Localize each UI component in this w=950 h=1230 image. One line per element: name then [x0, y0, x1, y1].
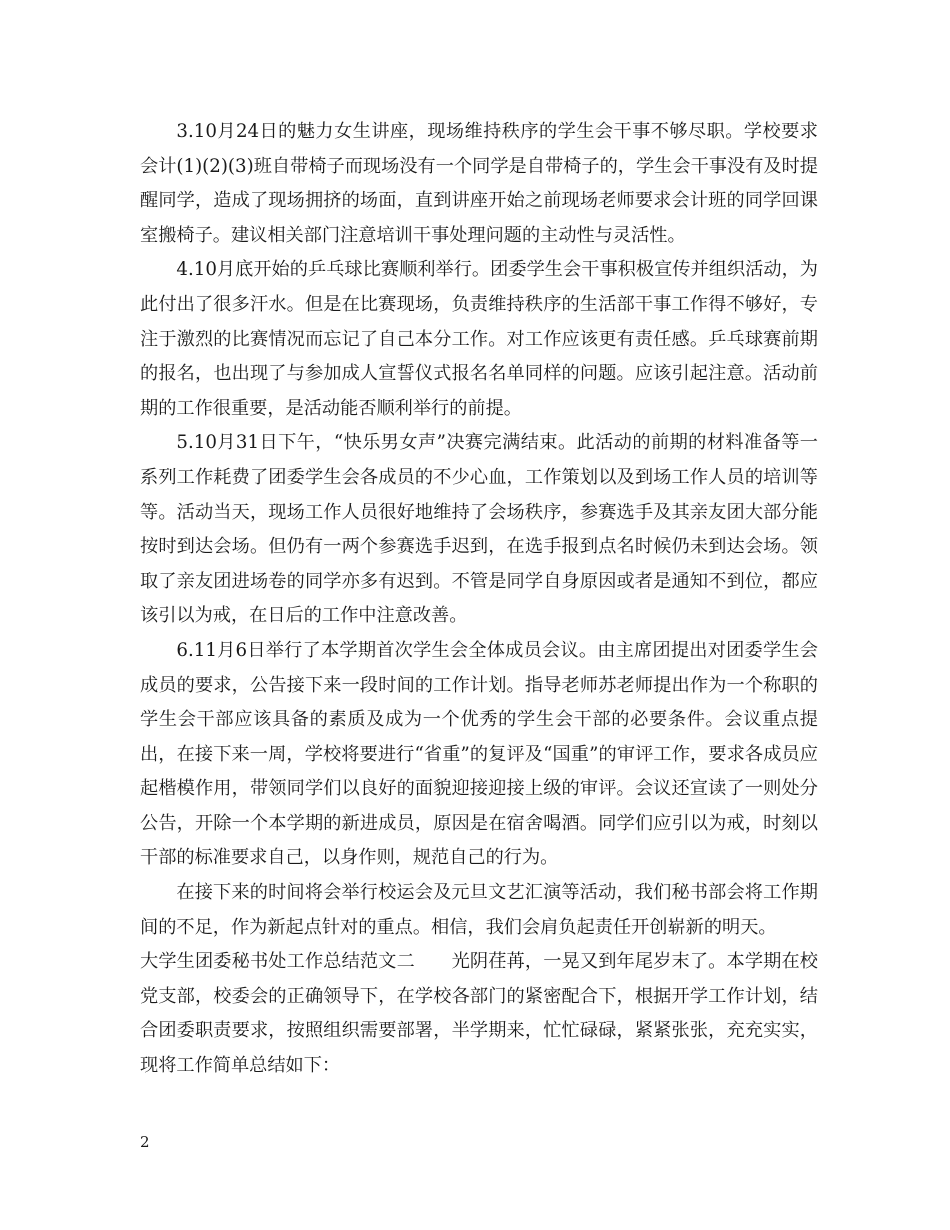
- paragraph-item-5: 5.10月31日下午，“快乐男女声”决赛完满结束。此活动的前期的材料准备等一系列工作耗费了团委学生会各成员的不少心血，工作策划以及到场工作人员的培训等等。活动当天，现场工作人员很好地维持了会场秩序，参赛选手及其亲友团大部分能按时到达会场。但仍有一两个参赛选手迟到，在选手报到点名时候仍未到达会场。领取了亲友团进场卷的同学亦多有迟到。不管是同学自身原因或者是通知不到位，都应该引以为戒，在日后的工作中注意改善。: [140, 432, 818, 627]
- page-number: 2: [140, 1133, 150, 1151]
- paragraph-item-4: 4.10月底开始的乒乓球比赛顺利举行。团委学生会干事积极宣传并组织活动，为此付出了很多汗水。但是在比赛现场，负责维持秩序的生活部干事工作得不够好，专注于激烈的比赛情况而忘记了自己本分工作。对工作应该更有责任感。乒乓球赛前期的报名，也出现了与参加成人宣誓仪式报名名单同样的问题。应该引起注意。活动前期的工作很重要，是活动能否顺利举行的前提。: [140, 259, 818, 419]
- paragraph-item-3: 3.10月24日的魅力女生讲座，现场维持秩序的学生会干事不够尽职。学校要求会计(1)(2)(3)班自带椅子而现场没有一个同学是自带椅子的，学生会干事没有及时提醒同学，造成了现场拥挤的场面，直到讲座开始之前现场老师要求会计班的同学回课室搬椅子。建议相关部门注意培训干事处理问题的主动性与灵活性。: [140, 121, 818, 246]
- paragraph-second-essay-intro: 大学生团委秘书处工作总结范文二 光阴荏苒，一晃又到年尾岁末了。本学期在校党支部，校委会的正确领导下，在学校各部门的紧密配合下，根据开学工作计划，结合团委职责要求，按照组织需要部署，半学期来，忙忙碌碌，紧紧张张，充充实实，现将工作简单总结如下：: [140, 951, 818, 1077]
- paragraph-outlook: 在接下来的时间将会举行校运会及元旦文艺汇演等活动，我们秘书部会将工作期间的不足，作为新起点针对的重点。相信，我们会肩负起责任开创崭新的明天。: [140, 882, 818, 938]
- document-body: [140, 115, 818, 1084]
- paragraph-item-6: 6.11月6日举行了本学期首次学生会全体成员会议。由主席团提出对团委学生会成员的要求，公告接下来一段时间的工作计划。指导老师苏老师提出作为一个称职的学生会干部应该具备的素质及成为一个优秀的学生会干部的必要条件。会议重点提出，在接下来一周，学校将要进行“省重”的复评及“国重”的审评工作，要求各成员应起楷模作用，带领同学们以良好的面貌迎接迎接上级的审评。会议还宣读了一则处分公告，开除一个本学期的新进成员，原因是在宿舍喝酒。同学们应引以为戒，时刻以干部的标准要求自己，以身作则，规范自己的行为。: [140, 639, 818, 869]
